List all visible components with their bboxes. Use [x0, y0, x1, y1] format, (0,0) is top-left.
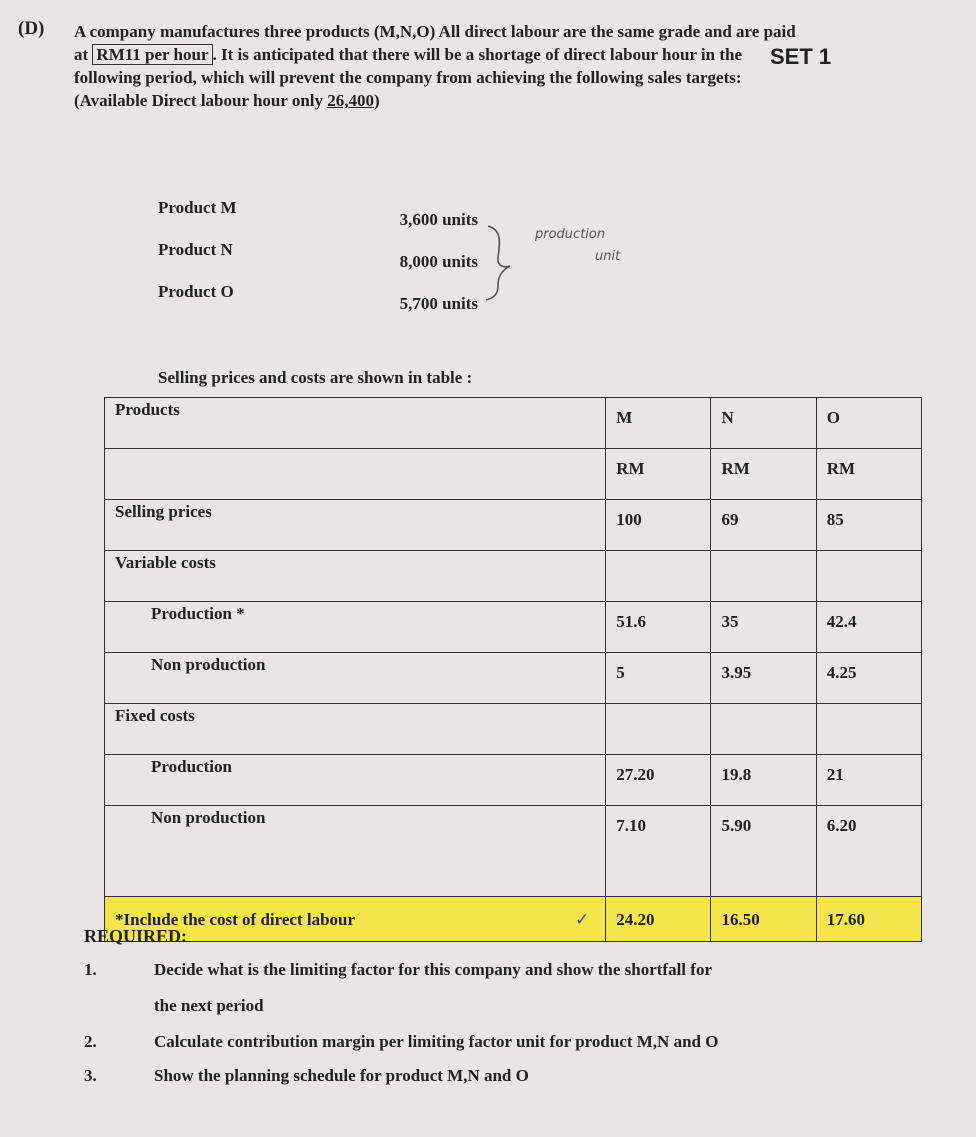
cell-n: 16.50	[711, 897, 816, 942]
cell-m: 24.20	[606, 897, 711, 942]
item-text: Decide what is the limiting factor for this company and show the shortfall for	[154, 960, 712, 979]
currency-m: RM	[606, 449, 711, 500]
table-header-row	[105, 398, 922, 449]
cell-n	[711, 704, 816, 755]
row-label: Non production	[105, 806, 606, 897]
item-number: 1.	[84, 960, 97, 979]
cell-o: 21	[816, 755, 921, 806]
item-number: 3.	[84, 1066, 97, 1085]
cell-n: 35	[711, 602, 816, 653]
table-caption: Selling prices and costs are shown in table :	[158, 368, 473, 387]
item-text: Calculate contribution margin per limiting factor unit for product M,N and O	[154, 1032, 719, 1051]
sales-targets	[158, 198, 478, 324]
table-row	[105, 755, 922, 806]
cell-m: 5	[606, 653, 711, 704]
table-row	[105, 704, 922, 755]
item-text: Show the planning schedule for product M,N and O	[154, 1066, 529, 1085]
cell-o: 42.4	[816, 602, 921, 653]
cell-n: 19.8	[711, 755, 816, 806]
available-hours: 26,400	[327, 91, 375, 110]
hourly-rate: RM11 per hour	[92, 44, 212, 65]
header-n: N	[711, 398, 816, 449]
table-row	[105, 806, 922, 897]
costs-table	[104, 397, 922, 942]
set-label: SET 1	[770, 44, 832, 69]
cell-o: 85	[816, 500, 921, 551]
table-row	[105, 653, 922, 704]
checkmark-icon: ✓	[574, 910, 590, 929]
table-row	[105, 602, 922, 653]
required-item	[84, 1064, 529, 1088]
currency-row	[105, 449, 922, 500]
header-o: O	[816, 398, 921, 449]
target-product: Product M	[158, 198, 237, 217]
row-label: Production	[105, 755, 606, 806]
cell-n: 5.90	[711, 806, 816, 897]
currency-n: RM	[711, 449, 816, 500]
intro-text-a: A company manufactures three products (M,N,O) All direct labour are the same grade and are paid at	[74, 22, 796, 64]
question-intro	[74, 20, 804, 112]
target-row	[158, 240, 478, 282]
row-label: Selling prices	[105, 500, 606, 551]
cell-o	[816, 551, 921, 602]
cell-m: 100	[606, 500, 711, 551]
row-label: Variable costs	[105, 551, 606, 602]
table-row	[105, 551, 922, 602]
currency-o: RM	[816, 449, 921, 500]
cell-o: 6.20	[816, 806, 921, 897]
table-row	[105, 500, 922, 551]
cell-n: 3.95	[711, 653, 816, 704]
required-item	[84, 1030, 904, 1054]
cell-o: 4.25	[816, 653, 921, 704]
footnote-text: *Include the cost of direct labour	[115, 910, 356, 929]
row-label: Production *	[105, 602, 606, 653]
target-product: Product N	[158, 240, 233, 259]
intro-text-c: )	[374, 91, 380, 110]
row-label: Non production	[105, 653, 606, 704]
header-m: M	[606, 398, 711, 449]
cell-n	[711, 551, 816, 602]
cell-m	[606, 704, 711, 755]
cell-o: 17.60	[816, 897, 921, 942]
target-row	[158, 282, 478, 324]
target-product: Product O	[158, 282, 234, 301]
table-cell	[105, 449, 606, 500]
item-text-continued: the next period	[154, 996, 264, 1015]
target-row	[158, 198, 478, 240]
cell-o	[816, 704, 921, 755]
target-units: 5,700 units	[399, 294, 478, 313]
handnote-line: unit	[595, 249, 621, 264]
header-label: Products	[105, 398, 606, 449]
target-units: 3,600 units	[399, 210, 478, 229]
intro-text-b: . It is anticipated that there will be a shortage of direct labour hour in the following period, which will prevent the company from achieving the following sales targets: (Available Direct labour hour only	[74, 45, 743, 110]
cell-m: 27.20	[606, 755, 711, 806]
cell-m: 51.6	[606, 602, 711, 653]
required-heading: REQUIRED:	[84, 926, 188, 946]
handnote-line: production	[535, 227, 606, 242]
cell-n: 69	[711, 500, 816, 551]
handwritten-note	[535, 224, 705, 268]
question-label: (D)	[18, 18, 45, 39]
cell-m: 7.10	[606, 806, 711, 897]
item-number: 2.	[84, 1032, 97, 1051]
target-units: 8,000 units	[399, 252, 478, 271]
cell-m	[606, 551, 711, 602]
handwritten-brace	[480, 222, 520, 302]
required-item	[84, 958, 864, 982]
highlighted-row	[105, 897, 922, 942]
row-label: Fixed costs	[105, 704, 606, 755]
